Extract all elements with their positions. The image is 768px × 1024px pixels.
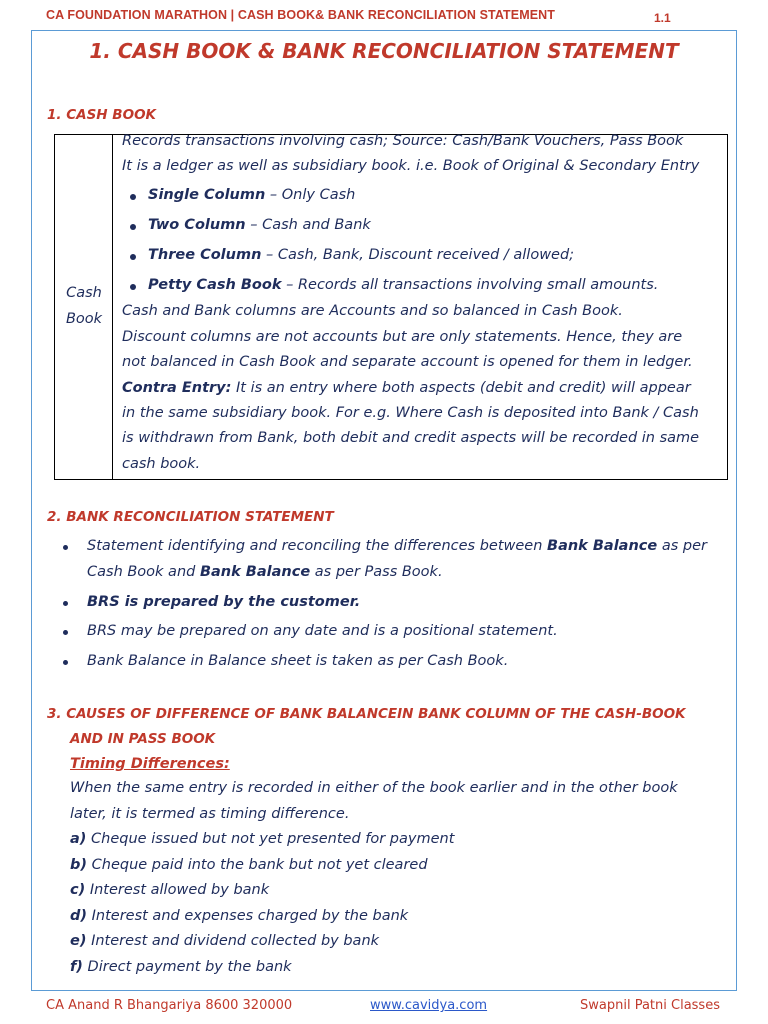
bullet-icon <box>130 224 136 230</box>
timing-item <box>70 933 379 949</box>
bullet-icon <box>130 254 136 260</box>
item-text: Interest and dividend collected by bank <box>86 933 380 949</box>
item-key: e) <box>70 933 87 949</box>
timing-desc: later, it is termed as timing difference. <box>70 806 350 822</box>
item-text: Cheque issued but not yet presented for payment <box>86 831 455 847</box>
label-line: Book <box>65 311 103 327</box>
timing-desc: When the same entry is recorded in either of the book earlier and in the other book <box>70 780 678 796</box>
cash-book-line: is withdrawn from Bank, both debit and credit aspects will be recorded in same <box>122 430 700 446</box>
type-term: Two Column <box>148 217 246 233</box>
bullet-icon <box>130 194 136 200</box>
item-key: a) <box>70 831 87 847</box>
cash-book-type <box>148 247 574 263</box>
timing-differences-heading: Timing Differences: <box>70 756 230 772</box>
item-text: Direct payment by the bank <box>82 959 292 975</box>
section-heading-causes-cont: AND IN PASS BOOK <box>70 731 216 747</box>
item-key: d) <box>70 908 88 924</box>
footer-author: CA Anand R Bhangariya 8600 320000 <box>46 998 293 1013</box>
footer-classes: Swapnil Patni Classes <box>580 998 720 1013</box>
brs-point <box>87 538 707 554</box>
item-text: Interest allowed by bank <box>85 882 270 898</box>
bullet-icon <box>63 660 68 665</box>
timing-item <box>70 882 269 898</box>
brs-point: Bank Balance in Balance sheet is taken as per Cash Book. <box>87 653 509 669</box>
brs-text: Statement identifying and reconciling the differences between <box>87 538 548 554</box>
type-desc: – Cash and Bank <box>245 217 371 233</box>
cash-book-line: Cash and Bank columns are Accounts and so balanced in Cash Book. <box>122 303 623 319</box>
cash-book-label <box>56 280 112 332</box>
brs-point: BRS is prepared by the customer. <box>87 594 361 610</box>
cash-book-type <box>148 217 371 233</box>
brs-text: as per Pass Book. <box>310 564 443 580</box>
section-heading-brs: 2. BANK RECONCILIATION STATEMENT <box>47 509 334 525</box>
label-line: Cash <box>66 285 102 301</box>
contra-entry-line <box>122 380 691 396</box>
bullet-icon <box>63 601 68 606</box>
bullet-icon <box>63 545 68 550</box>
cash-book-line: in the same subsidiary book. For e.g. Where Cash is deposited into Bank / Cash <box>122 405 699 421</box>
item-key: f) <box>70 959 83 975</box>
page-title: 1. CASH BOOK & BANK RECONCILIATION STATEMENT <box>89 39 679 63</box>
timing-item <box>70 959 292 975</box>
bullet-icon <box>130 284 136 290</box>
timing-item <box>70 831 454 847</box>
timing-item <box>70 857 428 873</box>
type-desc: – Only Cash <box>265 187 356 203</box>
contra-text: It is an entry where both aspects (debit and credit) will appear <box>231 380 691 396</box>
item-key: b) <box>70 857 88 873</box>
item-text: Cheque paid into the bank but not yet cleared <box>87 857 428 873</box>
contra-term: Contra Entry: <box>122 380 232 396</box>
cash-book-type <box>148 187 355 203</box>
cash-book-line: not balanced in Cash Book and separate account is opened for them in ledger. <box>122 354 693 370</box>
table-divider <box>112 134 113 480</box>
brs-point <box>87 564 443 580</box>
type-desc: – Cash, Bank, Discount received / allowed; <box>261 247 575 263</box>
type-desc: – Records all transactions involving small amounts. <box>281 277 659 293</box>
type-term: Single Column <box>148 187 266 203</box>
brs-term: Bank Balance <box>199 564 311 580</box>
cash-book-type <box>148 277 658 293</box>
brs-point: BRS may be prepared on any date and is a positional statement. <box>87 623 558 639</box>
brs-text: as per <box>657 538 707 554</box>
bullet-icon <box>63 630 68 635</box>
footer-website-link[interactable]: www.cavidya.com <box>370 998 488 1013</box>
item-key: c) <box>70 882 86 898</box>
cash-book-line: cash book. <box>122 456 201 472</box>
brs-text: Cash Book and <box>87 564 200 580</box>
timing-item <box>70 908 408 924</box>
cash-book-line: Records transactions involving cash; Source: Cash/Bank Vouchers, Pass Book <box>122 133 684 149</box>
type-term: Three Column <box>148 247 262 263</box>
cash-book-line: Discount columns are not accounts but are only statements. Hence, they are <box>122 329 683 345</box>
type-term: Petty Cash Book <box>148 277 282 293</box>
section-heading-causes: 3. CAUSES OF DIFFERENCE OF BANK BALANCEIN BANK COLUMN OF THE CASH-BOOK <box>47 706 686 722</box>
page-number: 1.1 <box>654 11 671 25</box>
cash-book-line: It is a ledger as well as subsidiary book. i.e. Book of Original & Secondary Entry <box>122 158 700 174</box>
brs-term: Bank Balance <box>547 538 658 554</box>
section-heading-cash-book: 1. CASH BOOK <box>47 107 157 123</box>
running-header: CA FOUNDATION MARATHON | CASH BOOK& BANK RECONCILIATION STATEMENT <box>46 8 556 22</box>
item-text: Interest and expenses charged by the bank <box>87 908 409 924</box>
